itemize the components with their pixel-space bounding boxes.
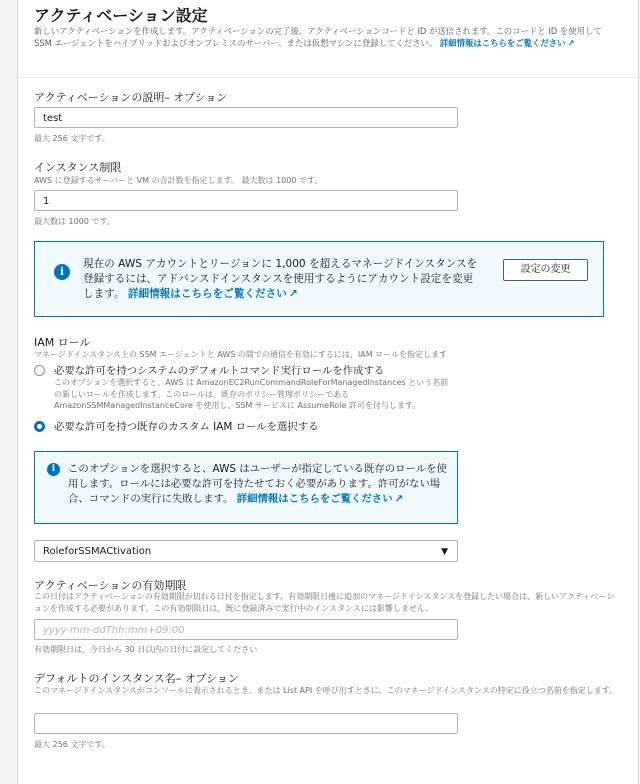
expiry-sublabel: この日付はアクティベーションの有効期限が切れる日付を指定します。有効期限日後に追加のマネージドインスタンスを登録したい場合は、新しいアクティベーションを作成する必要があります。この有効期限日は、既に登録済みで実行中のインスタンスには影響しません。 bbox=[34, 592, 615, 613]
header-description: 新しいアクティベーションを作成します。アクティベーションの完了後、アクティベーションコードと ID が送信されます。このコードと ID を使用して SSM エージェントをハイブリッドおよびオンプレミスのサーバー、または仮想マシンに登録してください。 詳細情報はこちらをご覧ください ↗ bbox=[34, 26, 602, 48]
expiry-hint: 有効期限日は、今日から 30 日以内の日付に設定してください bbox=[34, 645, 258, 654]
radio-create-default-role-label[interactable]: 必要な許可を持つシステムのデフォルトコマンド実行ロールを作成する bbox=[54, 365, 385, 377]
description-label: アクティベーションの説明– オプション bbox=[34, 91, 228, 104]
radio-create-default-role[interactable] bbox=[34, 365, 45, 376]
panel-header bbox=[18, 0, 638, 78]
radio-select-existing-role[interactable] bbox=[34, 421, 45, 432]
default-instance-name-sublabel: このマネージドインスタンスがコンソールに表示されるとき、または List API を呼び出すときに、このマネージドインスタンスの特定に役立つ名前を指定します。 bbox=[34, 686, 618, 695]
description-hint: 最大 256 文字です。 bbox=[34, 134, 110, 143]
change-settings-button[interactable]: 設定の変更 bbox=[503, 259, 588, 281]
instance-limit-hint: 最大数は 1000 です。 bbox=[34, 217, 115, 226]
default-instance-name-input[interactable] bbox=[34, 713, 458, 734]
radio-select-existing-role-label[interactable]: 必要な許可を持つ既存のカスタム IAM ロールを選択する bbox=[54, 421, 319, 433]
description-input[interactable]: test bbox=[34, 107, 458, 128]
external-link-icon: ↗ bbox=[288, 288, 298, 300]
existing-role-info-text: このオプションを選択すると、AWS はユーザーが指定している既存のロールを使用します。ロールには必要な許可を持たせておく必要があります。許可がない場合、コマンドの実行に失敗します。 詳細情報はこちらをご覧ください ↗ bbox=[68, 463, 447, 505]
expiry-date-input[interactable]: yyyy-mm-ddThh:mm+09:00 bbox=[34, 619, 458, 640]
info-icon: i bbox=[54, 264, 70, 280]
default-instance-name-label: デフォルトのインスタンス名– オプション bbox=[34, 672, 239, 685]
existing-role-learn-more-link[interactable]: 詳細情報はこちらをご覧ください ↗ bbox=[236, 493, 404, 505]
advanced-instances-info-box bbox=[34, 241, 604, 317]
iam-role-select-value: RoleforSSMACtivation bbox=[43, 546, 152, 557]
default-instance-name-hint: 最大 256 文字です。 bbox=[34, 740, 110, 749]
info-learn-more-link[interactable]: 詳細情報はこちらをご覧ください ↗ bbox=[127, 288, 298, 300]
expiry-label: アクティベーションの有効期限 bbox=[34, 579, 187, 592]
iam-role-sublabel: マネージドインスタンス上の SSM エージェントと AWS の間での通信を有効にするには、IAM ロールを指定します bbox=[34, 350, 448, 359]
radio-create-default-role-description: このオプションを選択すると、AWS は AmazonEC2RunCommandRoleForManagedInstances という名前の新しいロールを作成します。このロールは、既存のポリシー管理ポリシーである AmazonSSMManagedInstanceCore を使用し、SSM サービスに AssumeRole 許可を付与します。 bbox=[54, 378, 449, 410]
instance-limit-input[interactable]: 1 bbox=[34, 190, 458, 211]
external-link-icon: ↗ bbox=[567, 38, 575, 48]
instance-limit-label: インスタンス制限 bbox=[34, 161, 122, 174]
info-box-text: 現在の AWS アカウントとリージョンに 1,000 を超えるマネージドインスタンスを登録するには、アドバンスドインスタンスを使用するようにアカウント設定を変更します。 詳細情報はこちらをご覧ください ↗ bbox=[83, 258, 478, 300]
existing-role-info-box bbox=[34, 451, 458, 524]
learn-more-link[interactable]: 詳細情報はこちらをご覧ください ↗ bbox=[439, 38, 575, 48]
external-link-icon: ↗ bbox=[394, 493, 404, 505]
instance-limit-sublabel: AWS に登録するサーバーと VM の合計数を指定します。 最大数は 1000 です。 bbox=[34, 176, 323, 185]
page-title: アクティベーション設定 bbox=[34, 6, 208, 25]
activation-settings-panel bbox=[17, 0, 639, 784]
iam-role-select[interactable] bbox=[34, 540, 458, 562]
iam-role-label: IAM ロール bbox=[34, 336, 91, 349]
chevron-down-icon: ▼ bbox=[441, 547, 448, 557]
info-icon: i bbox=[47, 463, 60, 476]
